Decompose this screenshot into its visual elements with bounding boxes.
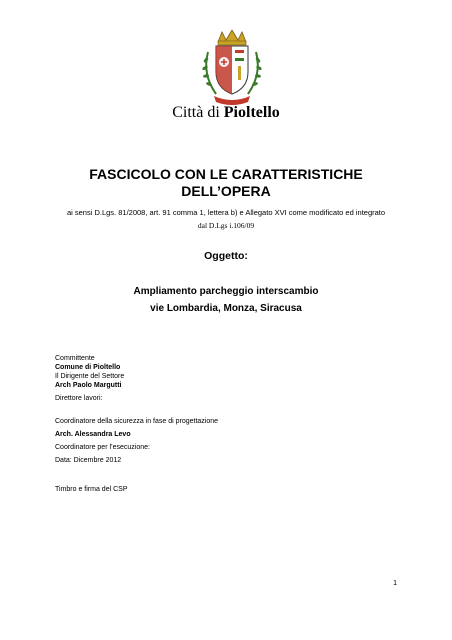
subject-label: Oggetto: xyxy=(204,250,248,262)
subject-line-2: vie Lombardia, Monza, Siracusa xyxy=(150,303,302,314)
committente-name: Comune di Pioltello xyxy=(55,364,121,371)
city-name-heading xyxy=(0,104,452,122)
dirigente-name: Arch Paolo Margutti xyxy=(55,382,122,389)
coordinatore-progettazione-label: Coordinatore della sicurezza in fase di progettazione xyxy=(55,418,219,425)
committente-label: Committente xyxy=(55,355,95,362)
subject-text xyxy=(0,283,452,317)
coordinatore-progettazione-name: Arch. Alessandra Levo xyxy=(55,431,131,438)
legal-reference-2: dal D.Lgs i.106/09 xyxy=(197,221,255,230)
legal-reference: ai sensi D.Lgs. 81/2008, art. 91 comma 1, lettera b) e Allegato XVI come modificato ed integrato xyxy=(66,208,386,217)
document-date: Data: Dicembre 2012 xyxy=(55,457,122,464)
city-crest-logo xyxy=(196,28,268,108)
stamp-signature-label: Timbro e firma del CSP xyxy=(55,486,128,493)
page-number: 1 xyxy=(393,580,397,587)
subject-line-1: Ampliamento parcheggio interscambio xyxy=(133,286,319,297)
document-title xyxy=(0,166,452,200)
city-prefix: Città di xyxy=(172,104,220,121)
project-info xyxy=(55,354,218,494)
coordinatore-esecuzione-label: Coordinatore per l’esecuzione: xyxy=(55,444,150,451)
title-line-2: DELL’OPERA xyxy=(181,183,271,199)
city-name: Pioltello xyxy=(223,104,280,121)
title-line-1: FASCICOLO CON LE CARATTERISTICHE xyxy=(89,166,363,182)
dirigente-label: Il Dirigente del Settore xyxy=(55,373,125,380)
direttore-lavori-label: Direttore lavori: xyxy=(55,395,103,402)
